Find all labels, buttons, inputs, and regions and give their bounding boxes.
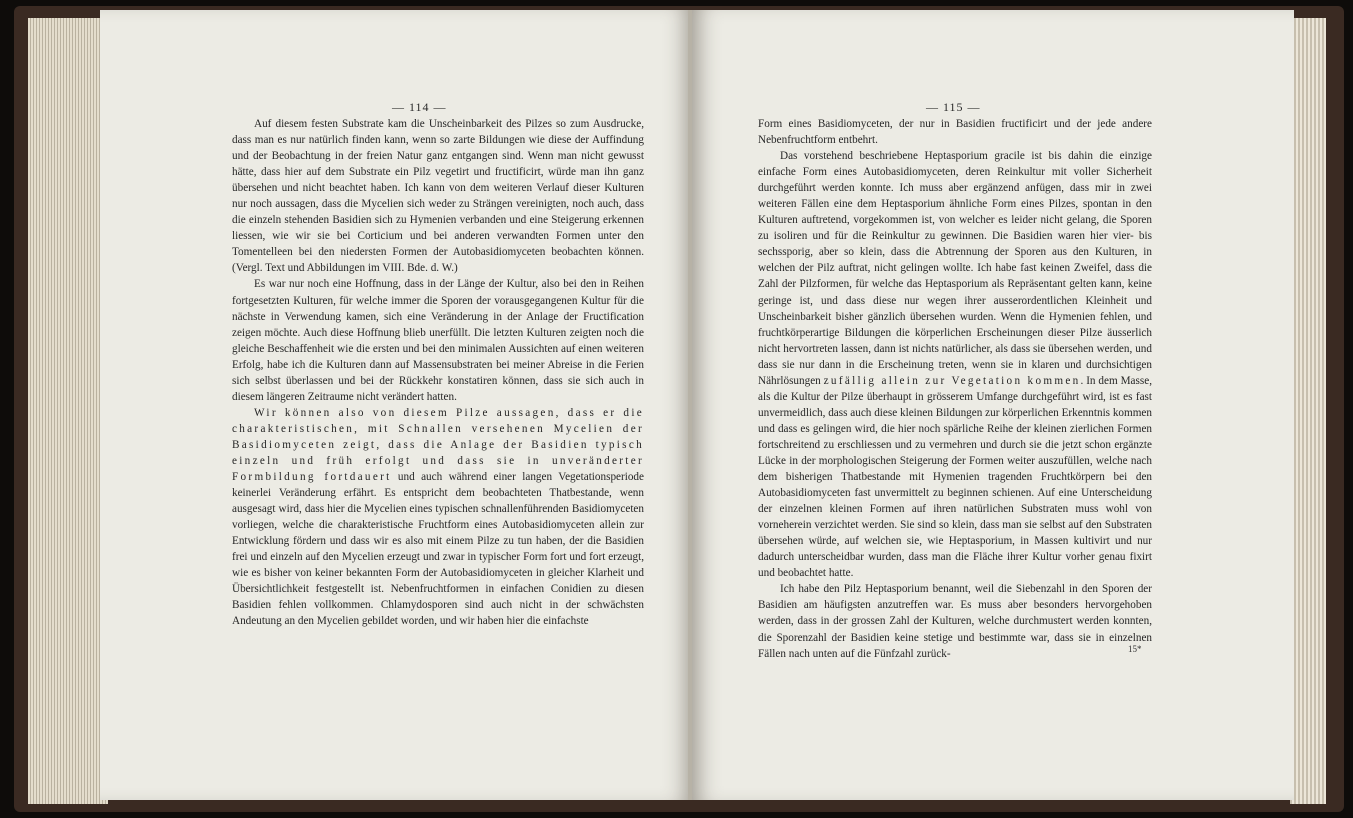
text-segment: . In dem Masse, als die Kultur der Pilze überhaupt in grösserem Umfange durchgeführt wird, ist es fast unvermeidlich, dass auch diese kleinen Bildungen zur körperlichen Erkenntnis kommen und dass es gelingen wird, die hier noch spärliche Reihe der kleinen zierlichen Formen fortschreitend zu erschliessen und zu vermehren und durch sie die jetzt schon ergänzte Lücke in der morphologischen Steigerung der Formen weiter auszufüllen, welche nach dem bisherigen Thatbestande mit Hymenien tragenden Fruchtkörpern bei den Autobasidiomyceten fast unvermittelt zu beginnen schienen. Auf eine Unterscheidung der einzelnen kleinen Formen auf ihren natürlichen Substraten muss wohl von vorneherein verzichtet werden. Sie sind so klein, dass man sie selbst auf den Substraten übersehen würde, auf welchen sie, wie Heptasporium, in Massen kultivirt und nur dadurch unterscheidbar wurden, dass man die Fläche ihrer Kultur vorher genau fixirt und beobachtet hatte. [758, 374, 1152, 580]
left-text-column [232, 116, 644, 630]
paragraph [232, 116, 644, 276]
paragraph [758, 148, 1152, 581]
text-segment: Ich habe den Pilz Heptasporium benannt, weil die Siebenzahl in den Sporen der Basidien am häufigsten anzutreffen war. Es muss aber besonders hervorgehoben werden, dass in der grossen Zahl der Kulturen, welche durchmustert werden konnten, die Sporenzahl der Basidien keine stetige und bestimmte war, dass sie in einzelnen Fällen nach unten auf die Fünfzahl zurück- [758, 583, 1152, 660]
page-number-right: — 115 — [926, 100, 981, 114]
text-segment: Form eines Basidiomyceten, der nur in Basidien fructificirt und der jede andere Nebenfruchtform entbehrt. [758, 118, 1152, 147]
paragraph [232, 276, 644, 404]
right-text-column [758, 116, 1152, 662]
paragraph [758, 581, 1152, 661]
text-segment: Es war nur noch eine Hoffnung, dass in der Länge der Kultur, also bei den in Reihen fortgesetzten Kulturen, für welche immer die Sporen der vorausgegangenen Kultur für die nächste in Verwendung kamen, sich eine Veränderung in der Anlage der Fructification zeigen möchte. Auch diese Hoffnung blieb unerfüllt. Die letzten Kulturen zeigten noch die gleiche Beschaffenheit wie die ersten und bei den minimalen Aussichten auf einen weiteren Erfolg, habe ich die Kulturen dann auf Massensubstraten bei meiner Abreise in die Ferien sich selbst überlassen und bei der Rückkehr konstatiren können, dass sie sich auch in diesem längeren Zeitraume nicht verändert hatten. [232, 278, 644, 403]
spaced-emphasis-text: zufällig allein zur Vegetation kommen [823, 374, 1081, 387]
left-page-edges [28, 18, 108, 804]
paragraph [758, 116, 1152, 148]
text-segment: Auf diesem festen Substrate kam die Unscheinbarkeit des Pilzes so zum Ausdrucke, dass man es nur natürlich finden kann, wenn so zarte Bildungen wie diese der Auffindung und der Beobachtung in der freien Natur ganz entgangen sind. Wenn man nicht gewusst hätte, dass hier auf dem Substrate ein Pilz vegetirt und fructificirt, würde man ihn ganz übersehen und nicht beachtet haben. Ich kann von dem weiteren Verlauf dieser Kulturen nur noch aussagen, dass die Mycelien sich weder zu Strängen vereinigten, noch auch, dass die einzeln stehenden Basidien sich zu Hymenien verbanden und eine Steigerung erkennen liessen, wie wir sie bei Corticium und bei anderen verwandten Formen unter den Tomentelleen bei den niedersten Formen der Autobasidiomyceten beobachten können. (Vergl. Text und Abbildungen im VIII. Bde. d. W.) [232, 118, 644, 275]
text-segment: Das vorstehend beschriebene Heptasporium gracile ist bis dahin die einzige einfache Form eines Autobasidiomyceten, deren Reinkultur mit voller Sicherheit durchgeführt werden konnte. Ich muss aber ergänzend anfügen, dass mir in zwei weiteren Fällen eine dem Heptasporium ähnliche Form eines Pilzes, spontan in den Kulturen auftretend, vorgekommen ist, von welcher es leider nicht gelang, die Sporen zu isoliren und für die Reinkultur zu gewinnen. Die Basidien waren hier vier- bis sechssporig, aber so klein, dass die Abtrennung der Sporen aus den Kulturen, in welchen der Pilz auftrat, nicht gelingen wollte. Ich habe fast keinen Zweifel, dass die Zahl der Pilzformen, für welche das Heptasporium als Repräsentant gelten kann, keine geringe ist, und dass diese nur wegen ihrer ausserordentlichen Kleinheit und Unscheinbarkeit bisher gänzlich übersehen wurden. Wenn die Hymenien fehlen, und fruchtkörperartige Bildungen die körperlichen Erscheinungen dieser Pilze äusserlich nicht hervortreten lassen, dann ist nichts natürlicher, als dass sie übersehen werden, und dass sie nur dann in die Erscheinung treten, wenn sie in klaren und durchsichtigen Nährlösungen [758, 150, 1152, 387]
right-page [692, 10, 1294, 800]
signature-mark: 15* [1128, 644, 1142, 654]
spaced-emphasis-text: Wir können also von diesem Pilze aussagen, dass er die charakteristischen, mit Schnallen versehenen Mycelien der Basidiomyceten zeigt, dass die Anlage der Basidien typisch einzeln und früh erfolgt und dass sie in unveränderter Formbildung fortdauert [232, 406, 644, 484]
page-number-left: — 114 — [392, 100, 447, 114]
text-segment: und auch während einer langen Vegetationsperiode keinerlei Veränderung erfährt. Es entspricht dem beobachteten Thatbestande, wenn ausgesagt wird, dass hier die Mycelien eines typischen schnallenführenden Basidiomyceten vorliegen, welche die charakteristische Fruchtform eines Autobasidiomyceten allein zur Entwicklung fördern und dass wir es also mit einem Pilze zu tun haben, der die Basidien frei und einzeln auf den Mycelien erzeugt und zwar in typischer Form fort und fort erzeugt, wie es bisher von keiner bekannten Form der Autobasidiomyceten in gleicher Klarheit und Übersichtlichkeit festgestellt ist. Nebenfruchtformen in einfachen Conidien zu diesen Basidien fehlen vollkommen. Chlamydosporen sind auch nicht in der schwächsten Andeutung an den Mycelien gebildet worden, und wir haben hier die einfachste [232, 471, 644, 628]
right-page-edges [1290, 18, 1326, 804]
left-page [100, 10, 692, 800]
paragraph [232, 405, 644, 630]
